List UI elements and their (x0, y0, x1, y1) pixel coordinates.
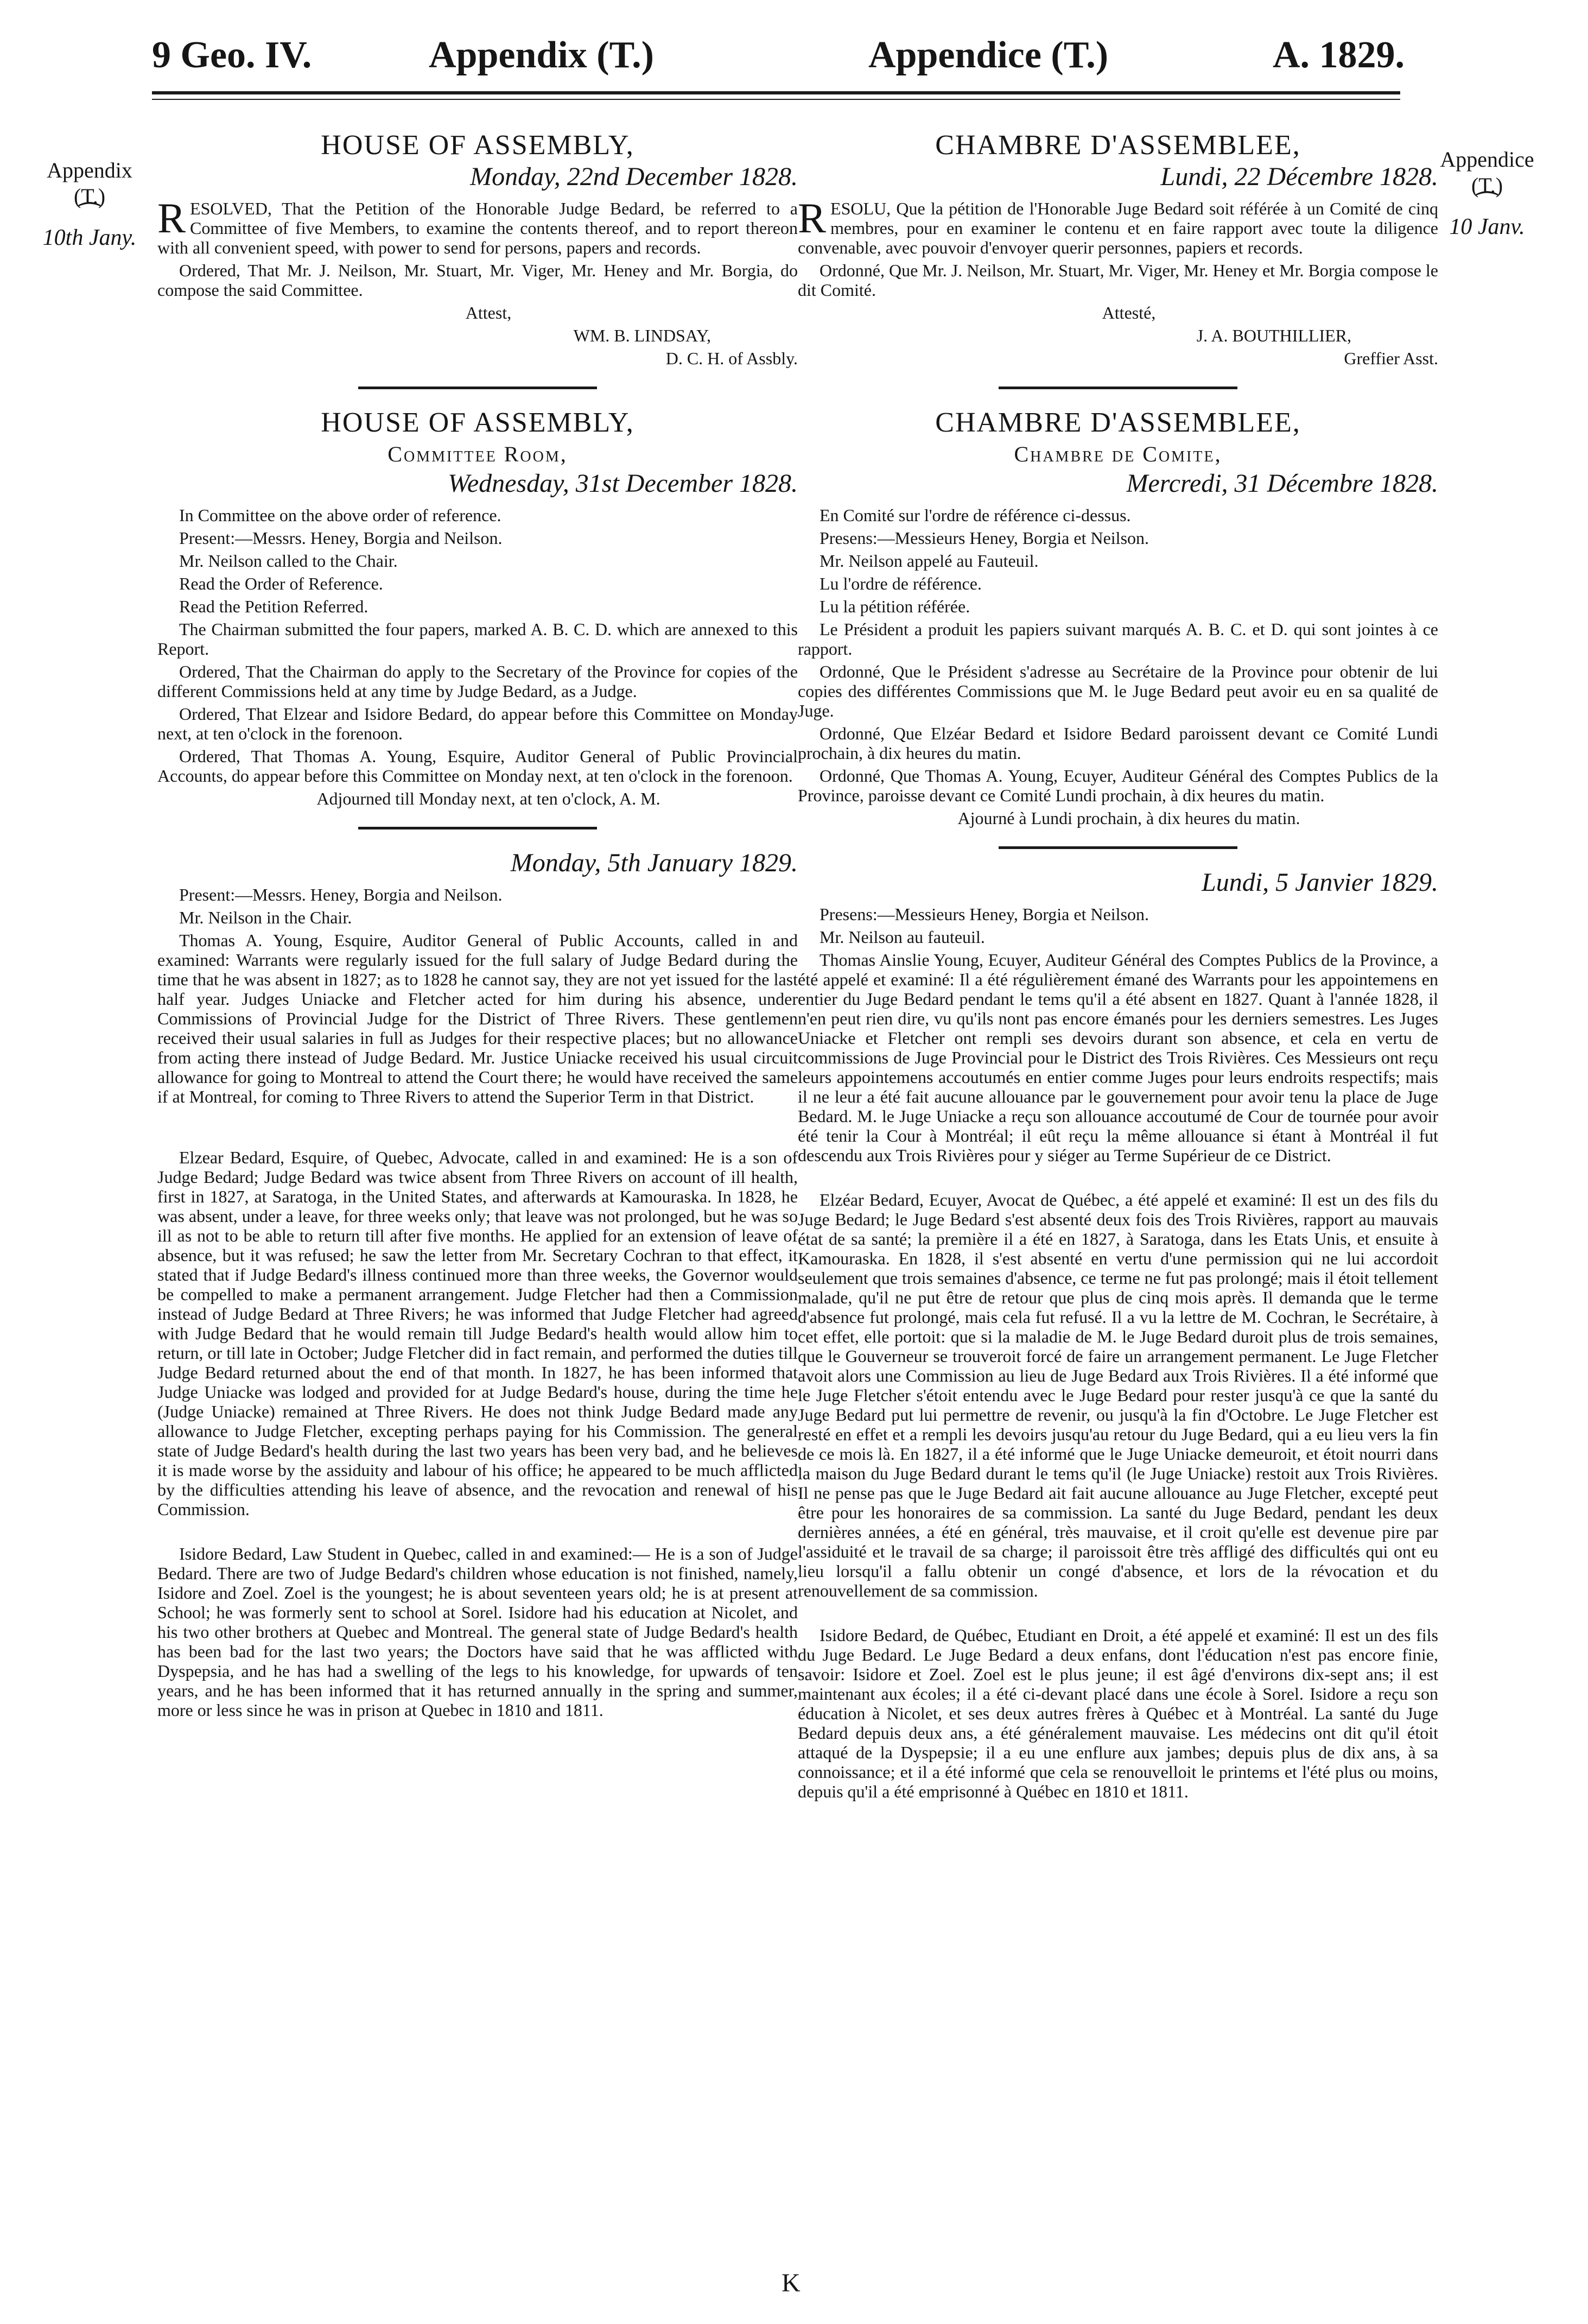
brace-icon: ⁀ (1477, 192, 1497, 220)
paragraph: Presens:—Messieurs Heney, Borgia et Neilson. (820, 528, 1149, 548)
testimony-young: Thomas A. Young, Esquire, Auditor General of Public Accounts, called in and examined: Warrants were regularly issued for the full salary of Judge Bedard during the time that he was absent in 1827; as to 1828 he cannot say, they are not yet issued for the last half year. Judges Uniacke and Fletcher acted for him during his absence, under Commissions of Provincial Judge for the District of Three Rivers. These gentlemen received their usual salaries in full as Judges for their respective places; but no allowance from acting there instead of Judge Bedard. Mr. Justice Uniacke received his usual circuit allowance for going to Montreal to attend the Court there; he would have received the same if at Montreal, for coming to Three Rivers to attend the Superior Term in that District. (157, 930, 798, 1106)
paragraph: Mr. Neilson in the Chair. (179, 908, 352, 927)
paragraph: Ordonné, Que Thomas A. Young, Ecuyer, Auditeur Général des Comptes Publics de la Province, paroisse devant ce Comité Lundi prochain, à dix heures du matin. (798, 766, 1438, 805)
header-rule (152, 91, 1400, 94)
paragraph: En Comité sur l'ordre de référence ci-dessus. (820, 505, 1131, 525)
resolution: RESOLU, Que la pétition de l'Honorable Juge Bedard soit référée à un Comité de cinq membres, pour en examiner le contenu et en faire rapport avec toute la diligence convenable, avec pouvoir d'envoyer querir personnes, papiers et records. (798, 194, 1438, 257)
attest: Attest, (465, 303, 512, 322)
signature-name: WM. B. LINDSAY, (573, 326, 711, 345)
paragraph: Ordonné, Que le Président s'adresse au Secrétaire de la Province pour obtenir de lui copies des différentes Commissions que M. le Juge Bedard peut avoir eu en sa qualité de Juge. (798, 662, 1438, 720)
english-column (157, 130, 798, 1723)
section-date: Mercredi, 31 Décembre 1828. (1126, 469, 1438, 498)
section-date: Monday, 22nd December 1828. (470, 162, 798, 191)
committee-room: Committee Room, (388, 442, 568, 466)
drop-cap: R (157, 194, 186, 242)
header-appendix-en: Appendix (T.) (429, 34, 654, 76)
section-title: HOUSE OF ASSEMBLY, (321, 130, 634, 161)
printer-signature: K (782, 2269, 801, 2297)
attest: Attesté, (1102, 303, 1156, 322)
section-date: Lundi, 22 Décembre 1828. (1160, 162, 1438, 191)
paragraph: Ordered, That the Chairman do apply to the Secretary of the Province for copies of the different Commissions held at any time by Judge Bedard, as a Judge. (157, 662, 798, 701)
paragraph: Adjourned till Monday next, at ten o'clock, A. M. (316, 789, 660, 808)
section-date: Monday, 5th January 1829. (510, 848, 798, 877)
margin-date: 10 Janv. (1449, 214, 1525, 239)
paragraph: Read the Petition Referred. (179, 597, 369, 616)
header-year: A. 1829. (1273, 34, 1405, 76)
section-title: CHAMBRE D'ASSEMBLEE, (935, 407, 1301, 438)
testimony-elzear: Elzear Bedard, Esquire, of Quebec, Advocate, called in and examined: He is a son of Judge Bedard; Judge Bedard was twice absent from Three Rivers on account of ill health, first in 1827, at Saratoga, in the United States, and afterwards at Kamouraska. In 1828, he was absent, under a leave, for three weeks only; that leave was not prolonged, but he was so ill as not to be able to return till after five months. He applied for an extension of leave of absence, but it was refused; he saw the letter from Mr. Secretary Cochran to that effect, it stated that if Judge Bedard's illness continued more than three weeks, the Governor would be compelled to make a permanent arrangement. Judge Fletcher had then a Commission instead of Judge Bedard at Three Rivers; he was informed that Judge Fletcher had agreed with Judge Bedard that he would remain till Judge Bedard's health would allow him to return, or till late in October; Judge Fletcher did in fact remain, and performed the duties till Judge Bedard returned about the end of that month. In 1827, he has been informed that Judge Uniacke was lodged and provided for at Judge Bedard's house, during the time he (Judge Uniacke) remained at Three Rivers. He does not think Judge Bedard made any allowance to Judge Fletcher, excepting perhaps paying for his Commission. The general state of Judge Bedard's health during the last two years has been very bad, and he believes it is made worse by the assiduity and labour of his office; he appeared to be much afflicted by the difficulties attending his leave of absence, and the revocation and renewal of his Commission. (157, 1148, 798, 1519)
order: Ordered, That Mr. J. Neilson, Mr. Stuart, Mr. Viger, Mr. Heney and Mr. Borgia, do compose the said Committee. (157, 261, 798, 300)
paragraph: Mr. Neilson au fauteuil. (820, 927, 985, 947)
paragraph: Present:—Messrs. Heney, Borgia and Neilson. (179, 528, 503, 548)
header-rule-thin (152, 99, 1400, 100)
section-title: CHAMBRE D'ASSEMBLEE, (935, 130, 1301, 161)
paragraph: Le Président a produit les papiers suivant marqués A. B. C. et D. qui sont jointes à ce rapport. (798, 619, 1438, 658)
header-appendix-fr: Appendice (T.) (868, 34, 1109, 76)
margin-letter: (T.) (73, 184, 106, 208)
paragraph: Lu l'ordre de référence. (820, 574, 982, 593)
margin-date: 10th Jany. (42, 225, 137, 250)
paragraph: Ordered, That Thomas A. Young, Esquire, Auditor General of Public Provincial Accounts, do appear before this Committee on Monday next, at ten o'clock in the forenoon. (157, 746, 798, 786)
paragraph: Ordonné, Que Elzéar Bedard et Isidore Bedard paroissent devant ce Comité Lundi prochain, à dix heures du matin. (798, 724, 1438, 763)
paragraph: Present:—Messrs. Heney, Borgia and Neilson. (179, 885, 503, 904)
margin-note-right (1422, 147, 1552, 240)
paragraph: In Committee on the above order of reference. (179, 505, 501, 525)
signature-title: Greffier Asst. (1344, 349, 1438, 368)
paragraph: Mr. Neilson called to the Chair. (179, 551, 398, 571)
order: Ordonné, Que Mr. J. Neilson, Mr. Stuart, Mr. Viger, Mr. Heney et Mr. Borgia compose le dit Comité. (798, 261, 1438, 300)
signature-name: J. A. BOUTHILLIER, (1196, 326, 1351, 345)
testimony-isidore: Isidore Bedard, Law Student in Quebec, called in and examined:— He is a son of Judge Bedard. There are two of Judge Bedard's children whose education is not finished, namely, Isidore and Zoel. Zoel is the youngest; he is about seventeen years old; he is at present at School; he was formerly sent to school at Sorel. Isidore had his education at Nicolet, and his two other brothers at Quebec and Montreal. The general state of Judge Bedard's health has been bad for the last two years; the Doctors have said that he was afflicted with Dyspepsia, and he has had a swelling of the legs to his knowledge, for upwards of ten years, and he has been informed that it has returned annually in the spring and summer, more or less since he was in prison at Quebec in 1810 and 1811. (157, 1544, 798, 1720)
paragraph: Ajourné à Lundi prochain, à dix heures du matin. (957, 808, 1300, 828)
committee-room: Chambre de Comite, (1014, 442, 1222, 466)
margin-note-left (33, 157, 147, 251)
margin-label: Appendix (47, 158, 132, 182)
brace-icon: ⁀ (79, 203, 100, 231)
paragraph: Ordered, That Elzear and Isidore Bedard, do appear before this Committee on Monday next, at ten o'clock in the forenoon. (157, 704, 798, 743)
testimony-elzear: Elzéar Bedard, Ecuyer, Avocat de Québec, a été appelé et examiné: Il est un des fils du Juge Bedard; le Juge Bedard s'est absenté deux fois des Trois Rivières, rapport au mauvais état de sa santé; la première il a été en 1827, à Saratoga, dans les Etats Unis, et ensuite à Kamouraska. En 1828, il s'est absenté en vertu d'une permission qui ne lui accordoit seulement que trois semaines d'absence, ce terme ne fut pas prolongé; mais il étoit tellement malade, qu'il ne put être de retour que plus de cinq mois après. Il demanda que le terme d'absence fut prolongé, mais cela fut refusé. Il a vu la lettre de M. Cochran, le Secrétaire, à cet effet, elle portoit: que si la maladie de M. le Juge Bedard duroit plus de trois semaines, que le Gouverneur se trouveroit forcé de faire un arrangement permanent. Le Juge Fletcher avoit alors une Commission au lieu de Juge Bedard aux Trois Rivières. Il a été informé que le Juge Fletcher s'étoit entendu avec le Juge Bedard pour rester jusqu'à ce que la santé du Juge Bedard put lui permettre de revenir, ou jusqu'à la fin d'Octobre. Le Juge Fletcher est resté en effet et a rempli les devoirs jusqu'au retour du Juge Bedard, qui a eu lieu vers la fin de ce mois là. En 1827, il a été informé que le Juge Uniacke demeuroit, et étoit nourri dans la maison du Juge Bedard durant le tems qu'il (le Juge Uniacke) restoit aux Trois Rivières. Il ne pense pas que le Juge Bedard ait fait aucune allouance au Juge Fletcher, excepté peut être pour les honoraires de sa commission. La santé du Juge Bedard, pendant les deux dernières années, a été en général, très mauvaise, et il croit qu'elle est devenue pire par l'assiduité et le travail de sa charge; il paroissoit être très affligé des difficultés qui ont eu lieu lorsqu'il a fallu obtenir un congé d'absence, et lors de la révocation et du renouvellement de sa commission. (798, 1190, 1438, 1600)
separator (999, 846, 1237, 849)
section-title: HOUSE OF ASSEMBLY, (321, 407, 634, 438)
paragraph: Presens:—Messieurs Heney, Borgia et Neilson. (820, 904, 1149, 924)
signature-title: D. C. H. of Assbly. (665, 349, 798, 368)
paragraph: Read the Order of Reference. (179, 574, 383, 593)
margin-label: Appendice (1440, 147, 1534, 172)
paragraph: The Chairman submitted the four papers, marked A. B. C. D. which are annexed to this Report. (157, 619, 798, 658)
margin-letter: (T.) (1471, 173, 1503, 198)
separator (358, 827, 597, 829)
separator (999, 387, 1237, 389)
paragraph: Mr. Neilson appelé au Fauteuil. (820, 551, 1039, 571)
section-date: Wednesday, 31st December 1828. (448, 469, 798, 498)
resolution: RESOLVED, That the Petition of the Honorable Judge Bedard, be referred to a Committee of five Members, to examine the contents thereof, and to report thereon with all convenient speed, with power to send for persons, papers and records. (157, 194, 798, 257)
testimony-isidore: Isidore Bedard, de Québec, Etudiant en Droit, a été appelé et examiné: Il est un des fils du Juge Bedard. Le Juge Bedard a deux enfans, dont l'éducation n'est pas encore finie, savoir: Isidore et Zoel. Zoel est le plus jeune; il est âgé d'environs dix-sept ans; il est maintenant aux écoles; il a été ci-devant placé dans une école à Sorel. Isidore a reçu son éducation à Nicolet, et ses deux autres frères à Québec et à Montréal. La santé du Juge Bedard depuis deux ans, a été généralement mauvaise. Les médecins ont dit qu'il étoit attaqué de la Dyspepsie; il a eu une enflure aux jambes; depuis plus de dix ans, à sa connoissance; et il a été informé que cela se renouvelloit le printems et l'été plus ou moins, depuis qu'il a été emprisonné à Québec en 1810 et 1811. (798, 1625, 1438, 1801)
drop-cap: R (798, 194, 827, 242)
section-date: Lundi, 5 Janvier 1829. (1202, 868, 1438, 897)
paragraph: Lu la pétition référée. (820, 597, 970, 616)
testimony-young: Thomas Ainslie Young, Ecuyer, Auditeur Général des Comptes Publics de la Province, a été appelé et examiné: Il a été régulièrement émané des Warrants pour les appointemens en entier du Juge Bedard pendant le tems qu'il a été absent en 1827. Quant à l'année 1828, il n'en peut rien dire, vu qu'ils nont pas encore émanés pour les derniers semestres. Les Juges Uniacke et Fletcher ont rempli ses devoirs durant son absence, et cela en vertu de commissions de Juge Provincial pour le District des Trois Rivières. Ces Messieurs ont reçu leurs appointemens accoutumés en entier comme Juges pour leurs endroits respectifs; mais il ne leur a été fait aucune allouance par le gouvernement pour avoir tenu la place de Juge Bedard. M. le Juge Uniacke a reçu son allouance accoutumé de Cour de tournée pour avoir été tenir la Cour à Montréal; il eût reçu la même allouance si étant à Montréal il fut descendu aux Trois Rivières pour y siéger au Terme Supérieur de ce District. (798, 950, 1438, 1165)
header-session: 9 Geo. IV. (152, 34, 312, 76)
separator (358, 387, 597, 389)
french-column (798, 130, 1438, 1804)
